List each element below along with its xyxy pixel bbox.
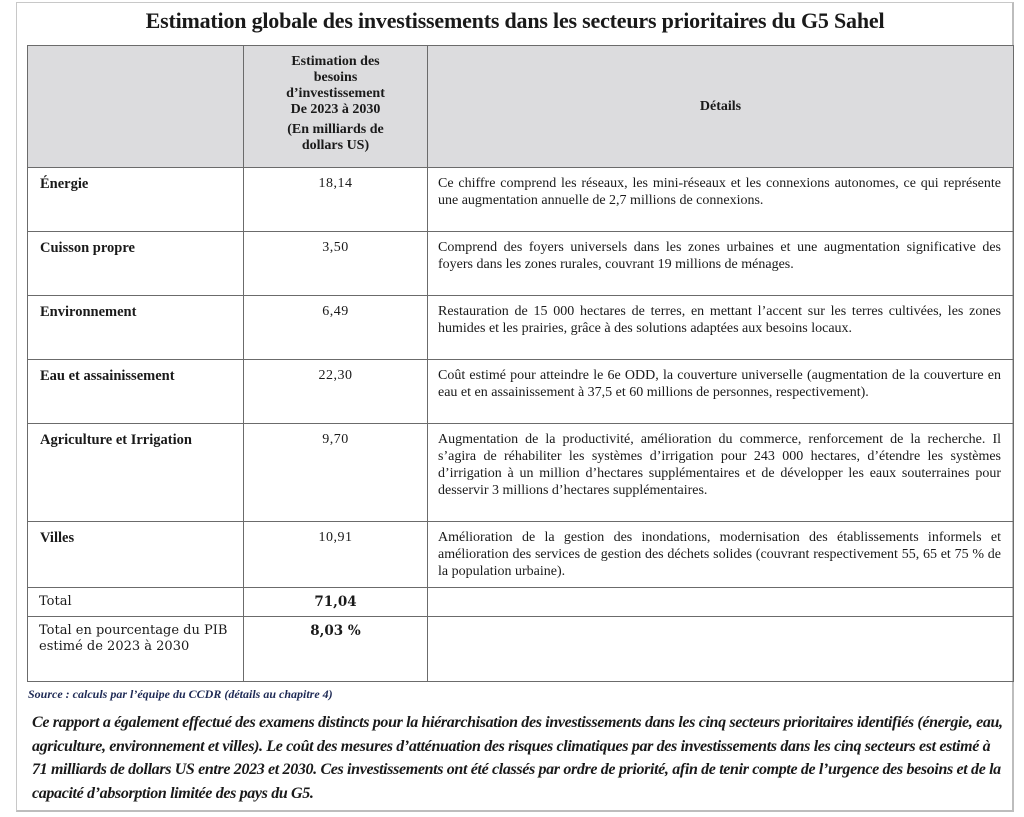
- total-pct-label: Total en pourcentage du PIB estimé de 2023 à 2030: [28, 617, 244, 682]
- header-unit-line: (En milliards de: [287, 122, 384, 137]
- total-label: Total: [28, 588, 244, 617]
- header-estimate: [244, 46, 428, 168]
- source-note: Source : calculs par l’équipe du CCDR (détails au chapitre 4): [28, 687, 333, 701]
- sector-details: Restauration de 15 000 hectares de terres, en mettant l’accent sur les terres cultivées, les zones humides et les prairies, grâce à des solutions adaptées aux besoins locaux.: [428, 296, 1014, 360]
- header-details: Détails: [428, 46, 1014, 168]
- sector-details: Coût estimé pour atteindre le 6e ODD, la couverture universelle (augmentation de la couverture en eau et en assainissement à 37,5 et 60 millions de personnes, respectivement).: [428, 360, 1014, 424]
- total-details: [428, 588, 1014, 617]
- sector-value: 18,14: [244, 168, 428, 232]
- sector-value: 9,70: [244, 424, 428, 522]
- sector-details: Amélioration de la gestion des inondations, modernisation des établissements informels et amélioration des services de gestion des déchets solides (couvrant respectivement 55, 65 et 75 % de la population urbaine).: [428, 522, 1014, 588]
- table-row: [28, 522, 1014, 588]
- header-estimate-unit: [244, 122, 427, 154]
- header-estimate-line: De 2023 à 2030: [290, 102, 381, 117]
- sector-name: Eau et assainissement: [28, 360, 244, 424]
- total-pct-value: 8,03 %: [244, 617, 428, 682]
- document-title: Estimation globale des investissements dans les secteurs prioritaires du G5 Sahel: [145, 8, 885, 33]
- sector-value: 3,50: [244, 232, 428, 296]
- sector-value: 22,30: [244, 360, 428, 424]
- sector-details: Ce chiffre comprend les réseaux, les mini-réseaux et les connexions autonomes, ce qui représente une augmentation annuelle de 2,7 millions de connexions.: [428, 168, 1014, 232]
- sector-details: Comprend des foyers universels dans les zones urbaines et une augmentation significative des foyers dans les zones rurales, couvrant 19 millions de ménages.: [428, 232, 1014, 296]
- investment-table: [27, 45, 1014, 682]
- summary-paragraph: Ce rapport a également effectué des examens distincts pour la hiérarchisation des investissements dans les cinq secteurs prioritaires identifiés (énergie, eau, agriculture, environnement et villes). Le coût des mesures d’atténuation des risques climatiques par des investissements dans les cinq secteurs est estimé à 71 milliards de dollars US entre 2023 et 2030. Ces investissements ont été classés par ordre de priorité, afin de tenir compte de l’urgence des besoins et de la capacité d’absorption limitée des pays du G5.: [32, 714, 1003, 802]
- header-sector: [28, 46, 244, 168]
- table-row: [28, 168, 1014, 232]
- sector-name: Villes: [28, 522, 244, 588]
- header-estimate-line: d’investissement: [286, 86, 385, 101]
- header-estimate-line: Estimation des: [291, 54, 380, 69]
- table-header-row: [28, 46, 1014, 168]
- total-row: [28, 588, 1014, 617]
- sector-name: Énergie: [28, 168, 244, 232]
- table-row: [28, 360, 1014, 424]
- header-estimate-line: besoins: [313, 70, 358, 85]
- sector-details: Augmentation de la productivité, amélioration du commerce, renforcement de la recherche. Il s’agira de réhabiliter les systèmes d’irrigation pour 243 000 hectares, d’étendre les systèmes d’irrigation à un million d’hectares supplémentaires et de développer les eaux souterraines pour desservir 3 millions d’hectares supplémentaires.: [428, 424, 1014, 522]
- sector-value: 10,91: [244, 522, 428, 588]
- sector-name: Agriculture et Irrigation: [28, 424, 244, 522]
- table-row: [28, 232, 1014, 296]
- table-row: [28, 424, 1014, 522]
- table-row: [28, 296, 1014, 360]
- total-pct-details: [428, 617, 1014, 682]
- sector-name: Environnement: [28, 296, 244, 360]
- sector-name: Cuisson propre: [28, 232, 244, 296]
- total-pct-row: [28, 617, 1014, 682]
- sector-value: 6,49: [244, 296, 428, 360]
- header-unit-line: dollars US): [301, 138, 370, 153]
- total-value: 71,04: [244, 588, 428, 617]
